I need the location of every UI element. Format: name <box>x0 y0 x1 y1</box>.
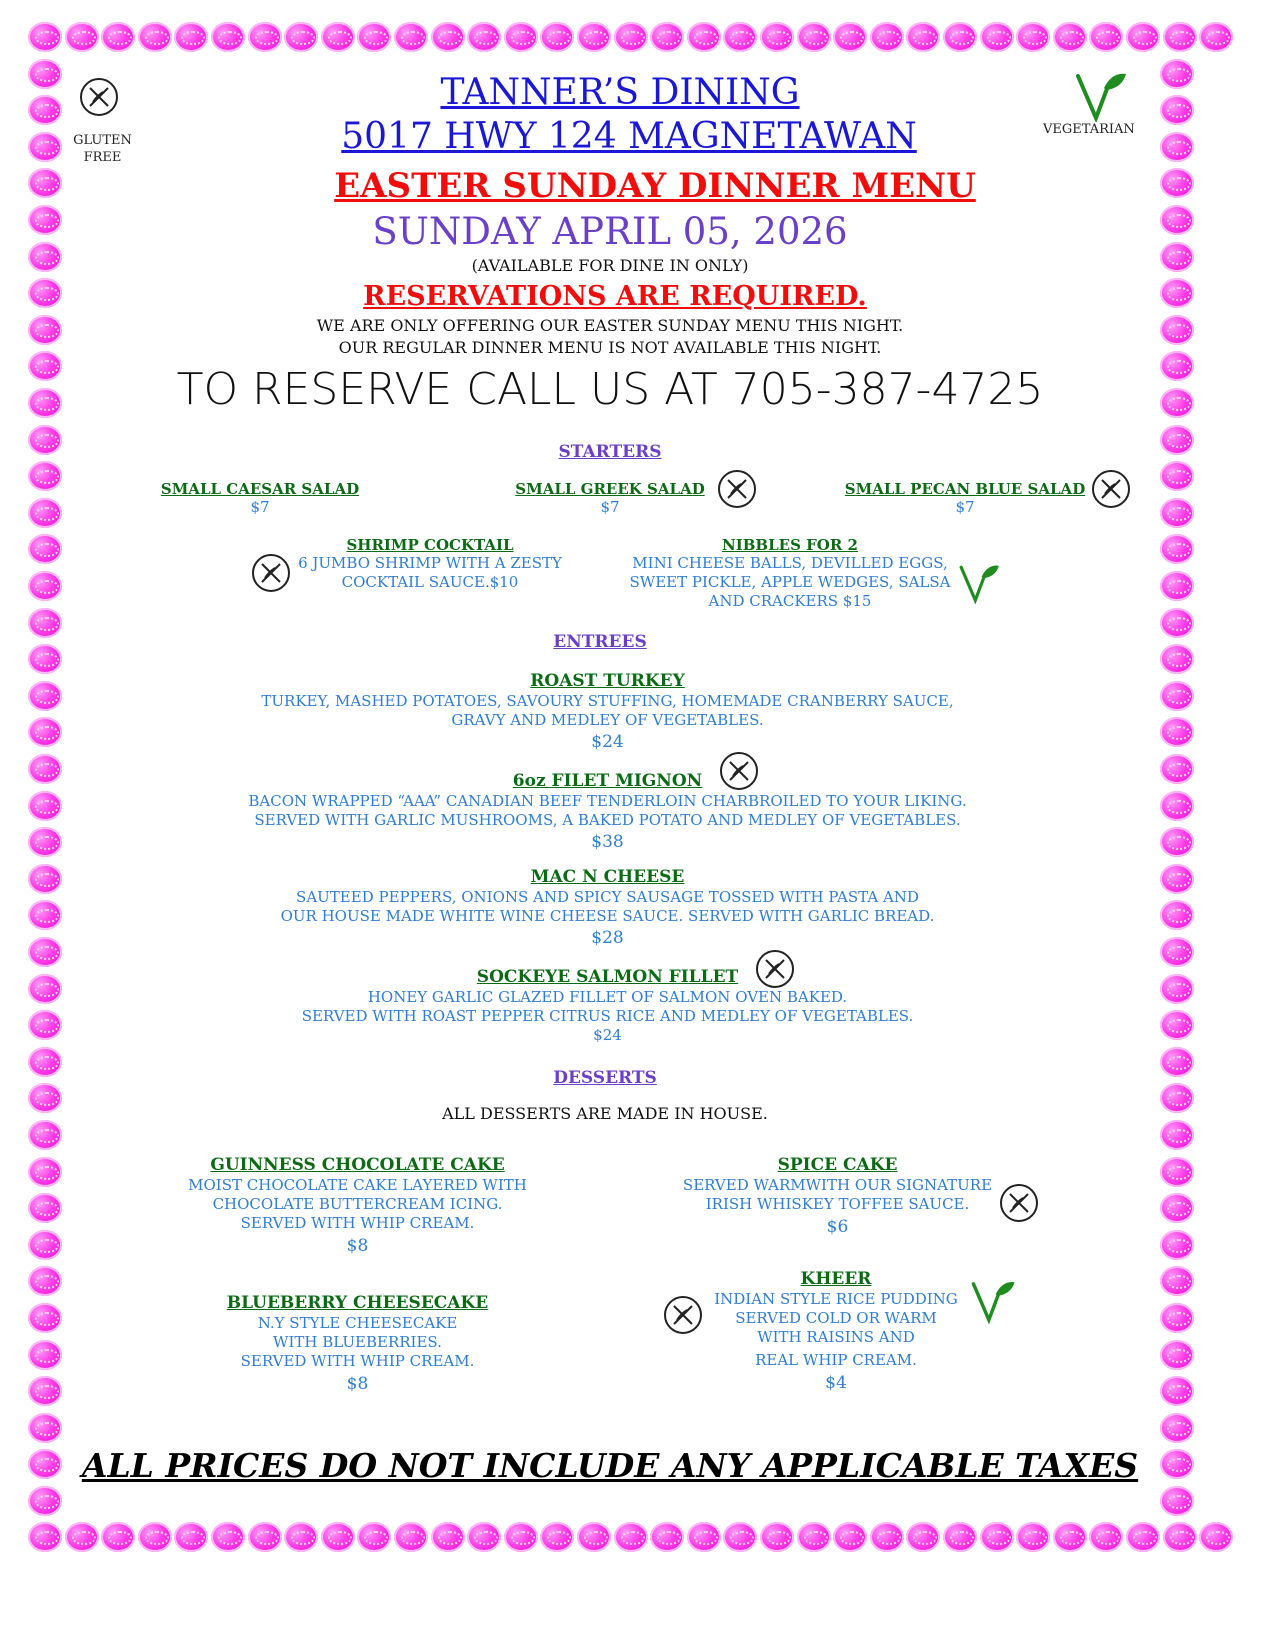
easter-egg-icon <box>28 425 62 455</box>
starter-pecan-blue <box>840 480 1090 516</box>
dessert-guinness-chocolate-cake <box>170 1154 545 1259</box>
item-description: INDIAN STYLE RICE PUDDING <box>714 1290 958 1308</box>
easter-egg-icon <box>211 1522 245 1552</box>
easter-egg-icon <box>1160 498 1194 528</box>
easter-egg-icon <box>248 22 282 52</box>
easter-egg-icon <box>1160 827 1194 857</box>
easter-egg-icon <box>1160 425 1194 455</box>
easter-egg-icon <box>394 1522 428 1552</box>
easter-egg-icon <box>28 937 62 967</box>
easter-egg-icon <box>467 1522 501 1552</box>
entree-sockeye-salmon <box>160 966 1055 1045</box>
easter-egg-icon <box>833 1522 867 1552</box>
entree-roast-turkey <box>160 670 1055 754</box>
easter-egg-icon <box>906 1522 940 1552</box>
item-description: SERVED WITH GARLIC MUSHROOMS, A BAKED POTATO AND MEDLEY OF VEGETABLES. <box>254 811 961 829</box>
easter-egg-icon <box>1160 1230 1194 1260</box>
easter-egg-icon <box>28 900 62 930</box>
easter-egg-icon <box>138 22 172 52</box>
easter-egg-icon <box>1160 681 1194 711</box>
item-name: BLUEBERRY CHEESECAKE <box>226 1293 489 1313</box>
easter-egg-icon <box>1160 608 1194 638</box>
item-description: IRISH WHISKEY TOFFEE SAUCE. <box>705 1195 970 1213</box>
easter-egg-icon <box>28 1230 62 1260</box>
easter-egg-icon <box>1160 1083 1194 1113</box>
item-description: TURKEY, MASHED POTATOES, SAVOURY STUFFING, HOMEMADE CRANBERRY SAUCE, <box>261 692 954 710</box>
item-name: ROAST TURKEY <box>530 671 685 691</box>
easter-egg-icon <box>1160 388 1194 418</box>
easter-egg-icon <box>1160 1486 1194 1516</box>
easter-egg-icon <box>28 1010 62 1040</box>
easter-egg-icon <box>1160 534 1194 564</box>
menu-title: EASTER SUNDAY DINNER MENU <box>334 166 976 206</box>
easter-egg-icon <box>1160 1047 1194 1077</box>
item-price: $24 <box>591 732 624 752</box>
easter-egg-icon <box>28 1157 62 1187</box>
easter-egg-icon <box>28 1266 62 1296</box>
easter-egg-icon <box>28 534 62 564</box>
item-description: BACON WRAPPED “AAA” CANADIAN BEEF TENDERLOIN CHARBROILED TO YOUR LIKING. <box>248 792 967 810</box>
item-name: SPICE CAKE <box>777 1155 898 1175</box>
easter-egg-icon <box>101 22 135 52</box>
easter-egg-icon <box>1160 1449 1194 1479</box>
easter-egg-icon <box>1160 1303 1194 1333</box>
easter-egg-icon <box>28 351 62 381</box>
gluten-free-icon <box>1000 1184 1038 1222</box>
easter-egg-icon <box>504 1522 538 1552</box>
item-price: $24 <box>593 1026 622 1044</box>
easter-egg-icon <box>1160 791 1194 821</box>
easter-egg-icon <box>101 1522 135 1552</box>
easter-egg-icon <box>28 278 62 308</box>
item-name: GUINNESS CHOCOLATE CAKE <box>210 1155 505 1175</box>
easter-egg-icon <box>28 974 62 1004</box>
section-heading-desserts: DESSERTS <box>553 1068 657 1088</box>
item-description: N.Y STYLE CHEESECAKE <box>257 1314 458 1332</box>
easter-egg-icon <box>28 1083 62 1113</box>
easter-egg-icon <box>1160 1193 1194 1223</box>
easter-egg-icon <box>284 1522 318 1552</box>
item-price: $4 <box>825 1373 847 1393</box>
easter-egg-icon <box>687 1522 721 1552</box>
easter-egg-icon <box>614 22 648 52</box>
item-price: $28 <box>591 928 624 948</box>
item-description: SERVED WITH ROAST PEPPER CITRUS RICE AND MEDLEY OF VEGETABLES. <box>301 1007 914 1025</box>
easter-egg-icon <box>1160 1376 1194 1406</box>
gluten-free-icon <box>1092 470 1130 508</box>
item-description: SERVED WITH WHIP CREAM. <box>240 1352 475 1370</box>
easter-egg-icon <box>1163 22 1197 52</box>
easter-egg-icon <box>28 717 62 747</box>
menu-date: SUNDAY APRIL 05, 2026 <box>372 210 848 253</box>
item-description: WITH RAISINS AND <box>757 1328 915 1346</box>
item-price: $7 <box>955 498 975 516</box>
easter-egg-icon <box>284 22 318 52</box>
easter-egg-icon <box>1089 1522 1123 1552</box>
item-description: SERVED WARMWITH OUR SIGNATURE <box>682 1176 993 1194</box>
easter-egg-icon <box>28 644 62 674</box>
easter-egg-icon <box>1160 754 1194 784</box>
gluten-free-legend-label: GLUTEN FREE <box>73 133 132 165</box>
starter-greek <box>500 480 720 516</box>
easter-egg-icon <box>28 608 62 638</box>
item-price: $6 <box>826 1217 849 1237</box>
easter-egg-icon <box>174 1522 208 1552</box>
phone-line: TO RESERVE CALL US AT 705-387-4725 <box>176 364 1044 415</box>
easter-egg-icon <box>1160 571 1194 601</box>
easter-egg-icon <box>943 22 977 52</box>
easter-egg-icon <box>870 1522 904 1552</box>
item-name: NIBBLES FOR 2 <box>722 536 858 554</box>
easter-egg-icon <box>577 1522 611 1552</box>
easter-egg-icon <box>394 22 428 52</box>
easter-egg-icon <box>1016 22 1050 52</box>
easter-egg-icon <box>28 1303 62 1333</box>
easter-egg-icon <box>650 22 684 52</box>
gluten-free-icon <box>718 470 756 508</box>
easter-egg-icon <box>321 22 355 52</box>
easter-egg-icon <box>1199 22 1233 52</box>
item-name: SHRIMP COCKTAIL <box>346 536 514 554</box>
easter-egg-icon <box>760 22 794 52</box>
easter-egg-icon <box>833 22 867 52</box>
easter-egg-icon <box>1160 1340 1194 1370</box>
easter-egg-icon <box>28 388 62 418</box>
item-description: SAUTEED PEPPERS, ONIONS AND SPICY SAUSAGE TOSSED WITH PASTA AND <box>296 888 919 906</box>
item-description: MINI CHEESE BALLS, DEVILLED EGGS, <box>632 554 948 572</box>
easter-egg-icon <box>687 22 721 52</box>
item-description: HONEY GARLIC GLAZED FILLET OF SALMON OVEN BAKED. <box>367 988 848 1006</box>
item-description: WITH BLUEBERRIES. <box>273 1333 442 1351</box>
easter-egg-icon <box>28 754 62 784</box>
easter-egg-icon <box>650 1522 684 1552</box>
easter-egg-icon <box>1160 937 1194 967</box>
easter-egg-icon <box>504 22 538 52</box>
easter-egg-icon <box>28 1413 62 1443</box>
easter-egg-icon <box>1160 1010 1194 1040</box>
dessert-blueberry-cheesecake <box>170 1292 545 1397</box>
easter-egg-icon <box>1126 22 1160 52</box>
item-name: KHEER <box>800 1269 872 1289</box>
easter-egg-icon <box>357 22 391 52</box>
easter-egg-icon <box>1160 1266 1194 1296</box>
easter-egg-icon <box>28 827 62 857</box>
easter-egg-icon <box>28 1486 62 1516</box>
easter-egg-icon <box>28 22 62 52</box>
easter-egg-icon <box>1160 864 1194 894</box>
easter-egg-icon <box>65 22 99 52</box>
easter-egg-icon <box>797 22 831 52</box>
reservations-required: RESERVATIONS ARE REQUIRED. <box>363 281 867 312</box>
entree-mac-n-cheese <box>160 866 1055 950</box>
easter-egg-icon <box>28 571 62 601</box>
easter-egg-icon <box>943 1522 977 1552</box>
easter-egg-icon <box>797 1522 831 1552</box>
easter-egg-icon <box>1160 315 1194 345</box>
easter-egg-icon <box>28 1522 62 1552</box>
easter-egg-icon <box>1160 1157 1194 1187</box>
item-description: CHOCOLATE BUTTERCREAM ICING. <box>212 1195 503 1213</box>
item-price: $7 <box>250 498 270 516</box>
item-name: SOCKEYE SALMON FILLET <box>476 967 739 987</box>
easter-egg-icon <box>1160 1120 1194 1150</box>
item-name: SMALL PECAN BLUE SALAD <box>844 480 1086 498</box>
gluten-free-icon <box>756 950 794 988</box>
easter-egg-icon <box>357 1522 391 1552</box>
taxes-notice: ALL PRICES DO NOT INCLUDE ANY APPLICABLE TAXES <box>81 1446 1139 1485</box>
easter-egg-icon <box>760 1522 794 1552</box>
easter-egg-icon <box>28 681 62 711</box>
easter-egg-icon <box>28 864 62 894</box>
restaurant-name: TANNER’S DINING <box>440 72 800 113</box>
easter-egg-icon <box>28 1047 62 1077</box>
easter-egg-icon <box>540 22 574 52</box>
easter-egg-icon <box>28 1120 62 1150</box>
easter-egg-icon <box>1053 22 1087 52</box>
easter-egg-icon <box>1160 461 1194 491</box>
easter-egg-icon <box>1160 242 1194 272</box>
easter-egg-icon <box>980 1522 1014 1552</box>
easter-egg-icon <box>1160 717 1194 747</box>
vegetarian-icon <box>970 1276 1018 1326</box>
gluten-free-icon <box>720 752 758 790</box>
item-price: $7 <box>600 498 620 516</box>
item-description: MOIST CHOCOLATE CAKE LAYERED WITH <box>188 1176 527 1194</box>
item-description: GRAVY AND MEDLEY OF VEGETABLES. <box>451 711 764 729</box>
easter-egg-icon <box>1089 22 1123 52</box>
easter-egg-icon <box>28 1340 62 1370</box>
easter-egg-icon <box>28 242 62 272</box>
easter-egg-icon <box>174 22 208 52</box>
easter-egg-icon <box>1126 1522 1160 1552</box>
easter-egg-icon <box>1160 900 1194 930</box>
easter-egg-icon <box>1016 1522 1050 1552</box>
starter-nibbles <box>620 536 960 611</box>
easter-egg-icon <box>1160 168 1194 198</box>
easter-egg-icon <box>28 498 62 528</box>
item-description: COCKTAIL SAUCE.$10 <box>341 573 519 591</box>
header <box>0 72 1240 160</box>
easter-egg-icon <box>28 791 62 821</box>
section-heading-entrees: ENTREES <box>553 632 647 652</box>
easter-egg-icon <box>980 22 1014 52</box>
vegetarian-legend-label: VEGETARIAN <box>1043 122 1135 137</box>
easter-egg-icon <box>138 1522 172 1552</box>
item-price: $38 <box>591 832 624 852</box>
vegetarian-icon <box>958 560 1002 606</box>
easter-egg-icon <box>65 1522 99 1552</box>
easter-egg-icon <box>1160 1413 1194 1443</box>
easter-egg-icon <box>431 1522 465 1552</box>
easter-egg-icon <box>28 315 62 345</box>
item-price: $8 <box>346 1374 369 1394</box>
easter-egg-icon <box>1160 351 1194 381</box>
item-name: MAC N CHEESE <box>530 867 685 887</box>
easter-egg-icon <box>1163 1522 1197 1552</box>
easter-egg-icon <box>1160 644 1194 674</box>
easter-egg-icon <box>723 1522 757 1552</box>
easter-egg-icon <box>321 1522 355 1552</box>
easter-egg-icon <box>1053 1522 1087 1552</box>
gluten-free-icon <box>252 554 290 592</box>
starter-caesar <box>140 480 380 516</box>
starter-shrimp-cocktail <box>290 536 570 592</box>
availability-note: (AVAILABLE FOR DINE IN ONLY) <box>471 256 749 275</box>
notice-line-2: OUR REGULAR DINNER MENU IS NOT AVAILABLE THIS NIGHT. <box>338 338 882 357</box>
easter-egg-icon <box>614 1522 648 1552</box>
easter-egg-icon <box>1160 205 1194 235</box>
easter-egg-icon <box>28 168 62 198</box>
item-description: OUR HOUSE MADE WHITE WINE CHEESE SAUCE. SERVED WITH GARLIC BREAD. <box>280 907 935 925</box>
easter-egg-icon <box>28 1193 62 1223</box>
notice-line-1: WE ARE ONLY OFFERING OUR EASTER SUNDAY MENU THIS NIGHT. <box>316 316 904 335</box>
item-name: SMALL CAESAR SALAD <box>160 480 360 498</box>
easter-egg-icon <box>870 22 904 52</box>
item-description: 6 JUMBO SHRIMP WITH A ZESTY <box>298 554 562 572</box>
easter-egg-icon <box>28 205 62 235</box>
item-price: $8 <box>346 1236 369 1256</box>
easter-egg-icon <box>211 22 245 52</box>
easter-egg-icon <box>248 1522 282 1552</box>
easter-egg-icon <box>540 1522 574 1552</box>
easter-egg-icon <box>431 22 465 52</box>
item-name: 6oz FILET MIGNON <box>512 771 703 791</box>
item-description: AND CRACKERS $15 <box>708 592 872 610</box>
easter-egg-icon <box>28 461 62 491</box>
dessert-spice-cake <box>670 1154 1005 1240</box>
easter-egg-icon <box>1199 1522 1233 1552</box>
easter-egg-icon <box>467 22 501 52</box>
entree-filet-mignon <box>160 770 1055 854</box>
gluten-free-icon <box>664 1296 702 1334</box>
easter-egg-icon <box>28 1376 62 1406</box>
desserts-note: ALL DESSERTS ARE MADE IN HOUSE. <box>442 1104 768 1123</box>
item-description: SWEET PICKLE, APPLE WEDGES, SALSA <box>629 573 951 591</box>
section-heading-starters: STARTERS <box>558 442 662 462</box>
item-name: SMALL GREEK SALAD <box>515 480 705 498</box>
easter-egg-icon <box>1160 278 1194 308</box>
item-description: REAL WHIP CREAM. <box>755 1351 917 1369</box>
item-description: SERVED COLD OR WARM <box>735 1309 937 1327</box>
easter-egg-icon <box>28 1449 62 1479</box>
restaurant-address: 5017 HWY 124 MAGNETAWAN <box>341 116 917 157</box>
easter-egg-icon <box>906 22 940 52</box>
easter-egg-icon <box>577 22 611 52</box>
easter-egg-icon <box>1160 974 1194 1004</box>
easter-egg-icon <box>723 22 757 52</box>
dessert-kheer <box>700 1268 972 1396</box>
item-description: SERVED WITH WHIP CREAM. <box>240 1214 475 1232</box>
